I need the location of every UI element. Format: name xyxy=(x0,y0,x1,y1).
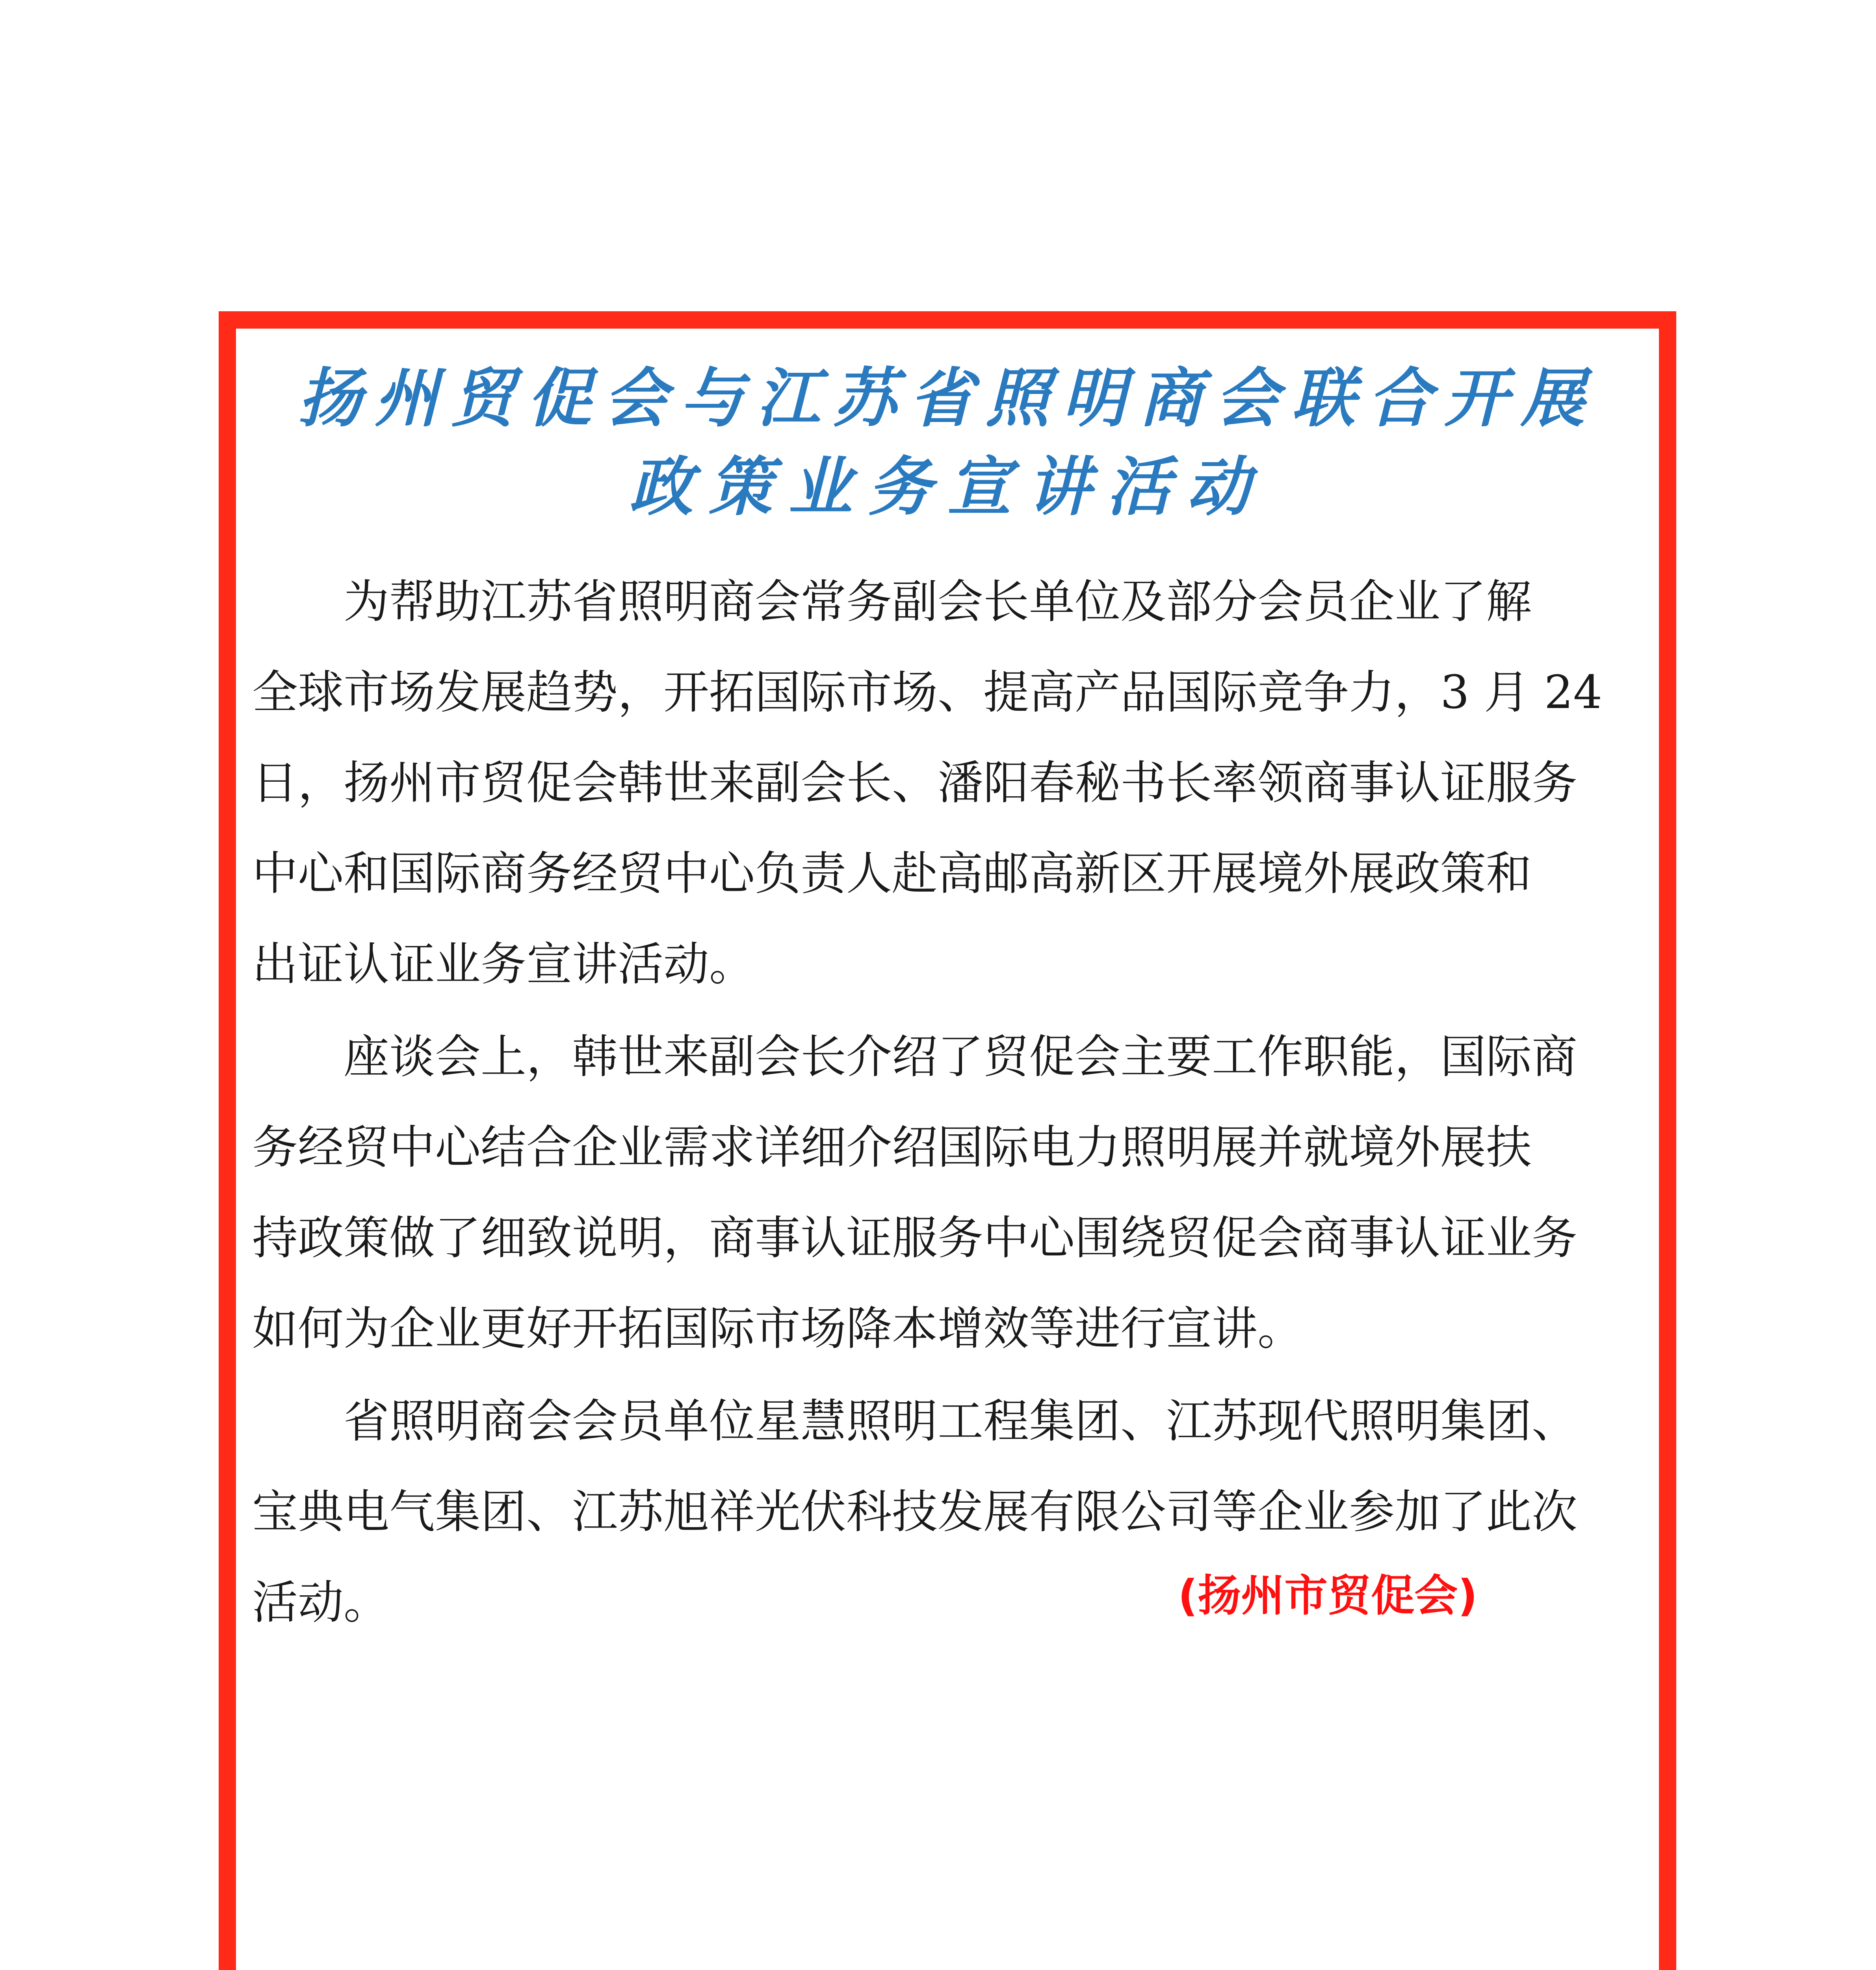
paragraph-2-line-1: 座谈会上，韩世来副会长介绍了贸促会主要工作职能，国际商 xyxy=(344,1030,1577,1084)
article-title-line-1: 扬州贸促会与江苏省照明商会联合开展 xyxy=(298,361,1597,436)
paragraph-1-line-5: 出证认证业务宣讲活动。 xyxy=(252,938,755,991)
paragraph-1-line-1: 为帮助江苏省照明商会常务副会长单位及部分会员企业了解 xyxy=(344,575,1532,628)
paragraph-1-line-3: 日，扬州市贸促会韩世来副会长、潘阳春秘书长率领商事认证服务 xyxy=(252,756,1577,810)
paragraph-3-line-3: 活动。 xyxy=(252,1576,389,1629)
source-signature: (扬州市贸促会) xyxy=(1178,1570,1478,1621)
paragraph-3-line-1: 省照明商会会员单位星慧照明工程集团、江苏现代照明集团、 xyxy=(344,1395,1577,1448)
paragraph-1-line-2: 全球市场发展趋势，开拓国际市场、提高产品国际竞争力，3 月 24 xyxy=(252,666,1603,719)
paragraph-2-line-3: 持政策做了细致说明，商事认证服务中心围绕贸促会商事认证业务 xyxy=(252,1212,1577,1265)
paragraph-2-line-4: 如何为企业更好开拓国际市场降本增效等进行宣讲。 xyxy=(252,1302,1303,1355)
paragraph-2-line-2: 务经贸中心结合企业需求详细介绍国际电力照明展并就境外展扶 xyxy=(252,1121,1532,1174)
paragraph-1-line-4: 中心和国际商务经贸中心负责人赴高邮高新区开展境外展政策和 xyxy=(252,847,1532,900)
paragraph-3-line-2: 宝典电气集团、江苏旭祥光伏科技发展有限公司等企业参加了此次 xyxy=(252,1485,1577,1539)
article-title-line-2: 政策业务宣讲活动 xyxy=(629,450,1266,524)
